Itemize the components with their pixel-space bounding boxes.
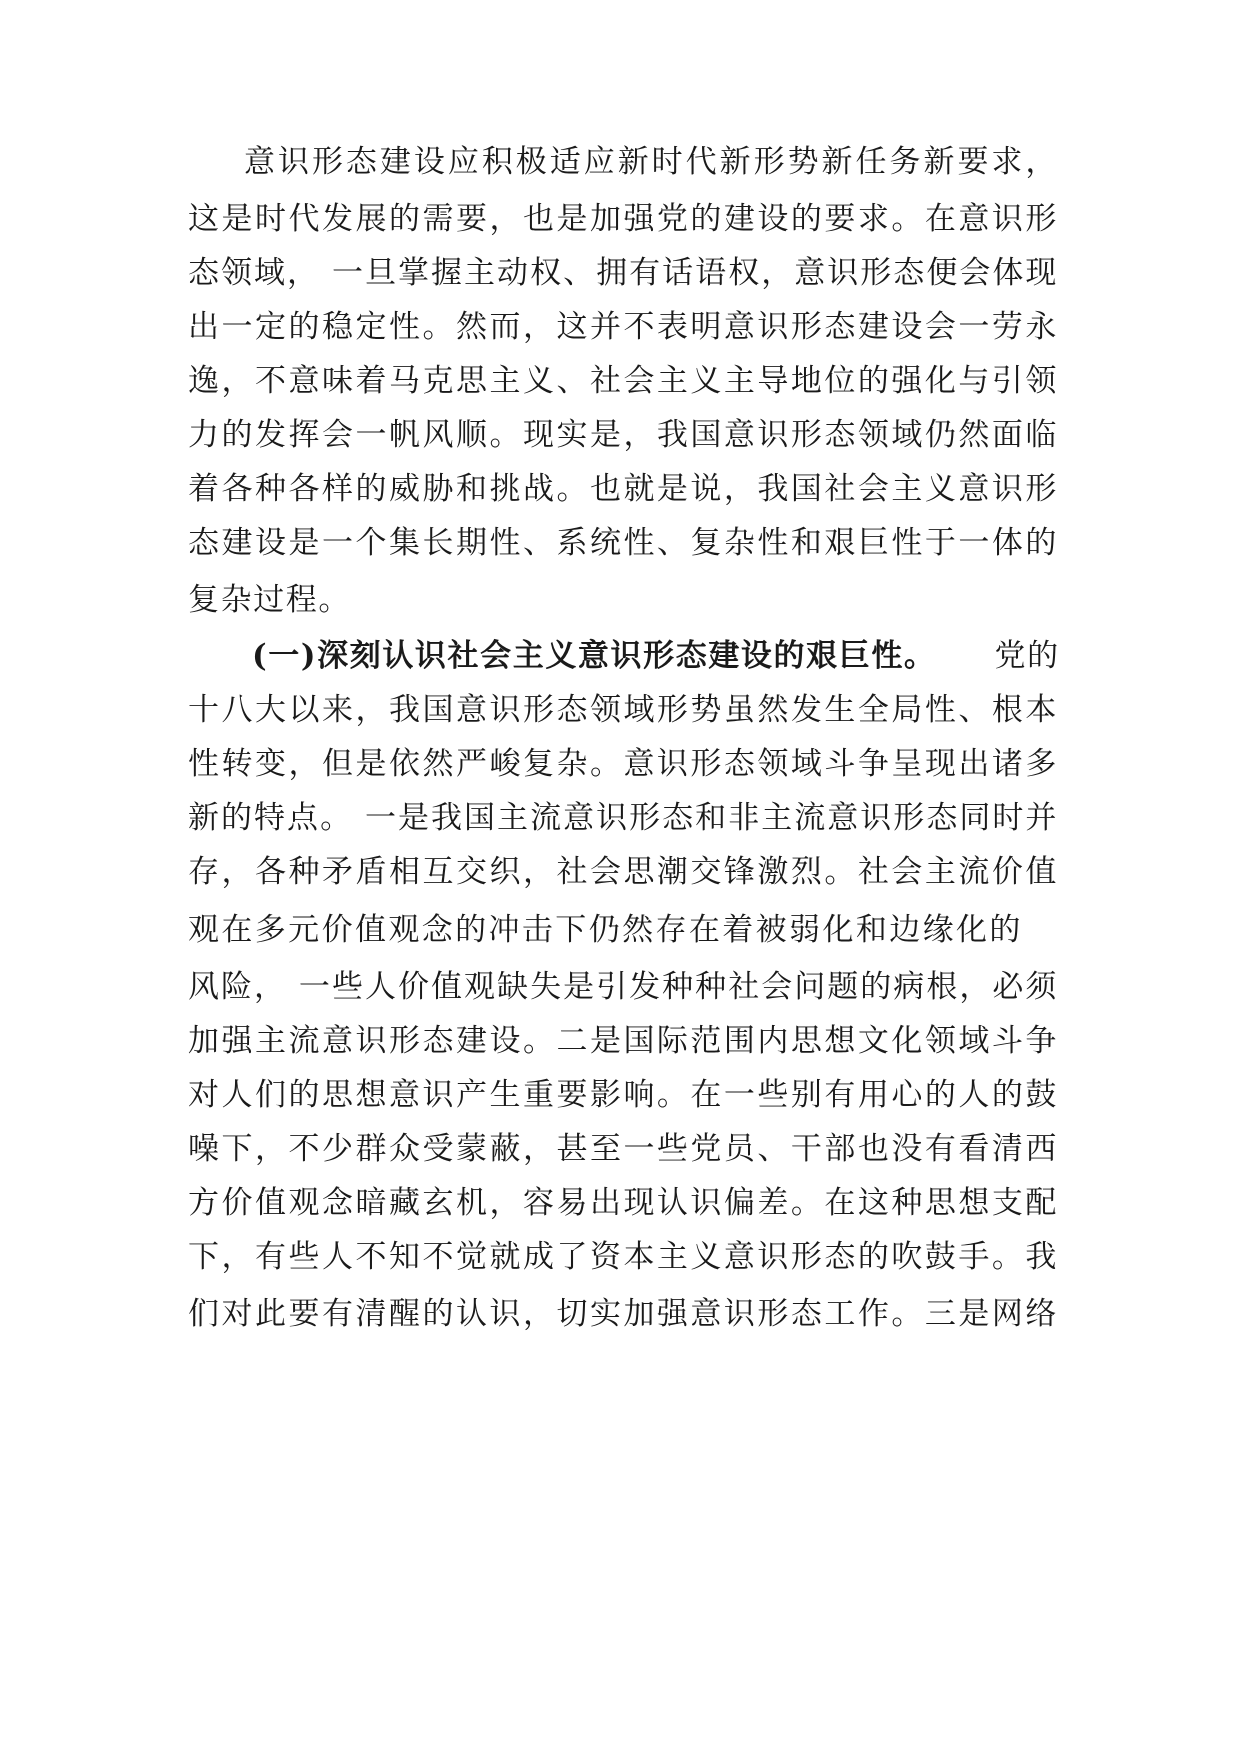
- paragraph-line: 十八大以来，我国意识形态领域形势虽然发生全局性、根本: [188, 692, 1058, 728]
- section-heading-line: [252, 636, 1058, 676]
- paragraph-line: 加强主流意识形态建设。二是国际范围内思想文化领域斗争: [188, 1023, 1058, 1059]
- paragraph-line: 这是时代发展的需要，也是加强党的建设的要求。在意识形: [188, 201, 1058, 237]
- paragraph-line: 出一定的稳定性。然而，这并不表明意识形态建设会一劳永: [188, 309, 1058, 345]
- paragraph-line: 复杂过程。: [188, 582, 351, 618]
- paragraph-line: 力的发挥会一帆风顺。现实是，我国意识形态领域仍然面临: [188, 417, 1058, 453]
- paragraph-line: 态领域， 一旦掌握主动权、拥有话语权，意识形态便会体现: [188, 255, 1058, 291]
- section-heading: (一)深刻认识社会主义意识形态建设的艰巨性。: [252, 638, 937, 674]
- paragraph-line: 们对此要有清醒的认识，切实加强意识形态工作。三是网络: [188, 1296, 1058, 1332]
- paragraph-line: 态建设是一个集长期性、系统性、复杂性和艰巨性于一体的: [188, 525, 1058, 561]
- paragraph-line: 方价值观念暗藏玄机，容易出现认识偏差。在这种思想支配: [188, 1185, 1058, 1221]
- paragraph-line: 对人们的思想意识产生重要影响。在一些别有用心的人的鼓: [188, 1077, 1058, 1113]
- paragraph-line: 逸，不意味着马克思主义、社会主义主导地位的强化与引领: [188, 363, 1058, 399]
- paragraph-line: 意识形态建设应积极适应新时代新形势新任务新要求，: [244, 144, 1058, 180]
- paragraph-line: 观在多元价值观念的冲击下仍然存在着被弱化和边缘化的: [188, 912, 1022, 948]
- paragraph-line: 性转变，但是依然严峻复杂。意识形态领域斗争呈现出诸多: [188, 746, 1058, 782]
- paragraph-line: 风险， 一些人价值观缺失是引发种种社会问题的病根，必须: [188, 969, 1058, 1005]
- paragraph-line: 下，有些人不知不觉就成了资本主义意识形态的吹鼓手。我: [188, 1239, 1058, 1275]
- paragraph-line: 着各种各样的威胁和挑战。也就是说，我国社会主义意识形: [188, 471, 1058, 507]
- paragraph-line: 噪下，不少群众受蒙蔽，甚至一些党员、干部也没有看清西: [188, 1131, 1058, 1167]
- paragraph-line: 新的特点。 一是我国主流意识形态和非主流意识形态同时并: [188, 800, 1058, 836]
- paragraph-line: 存，各种矛盾相互交织，社会思潮交锋激烈。社会主流价值: [188, 854, 1058, 890]
- section-heading-tail: 党的: [994, 638, 1060, 674]
